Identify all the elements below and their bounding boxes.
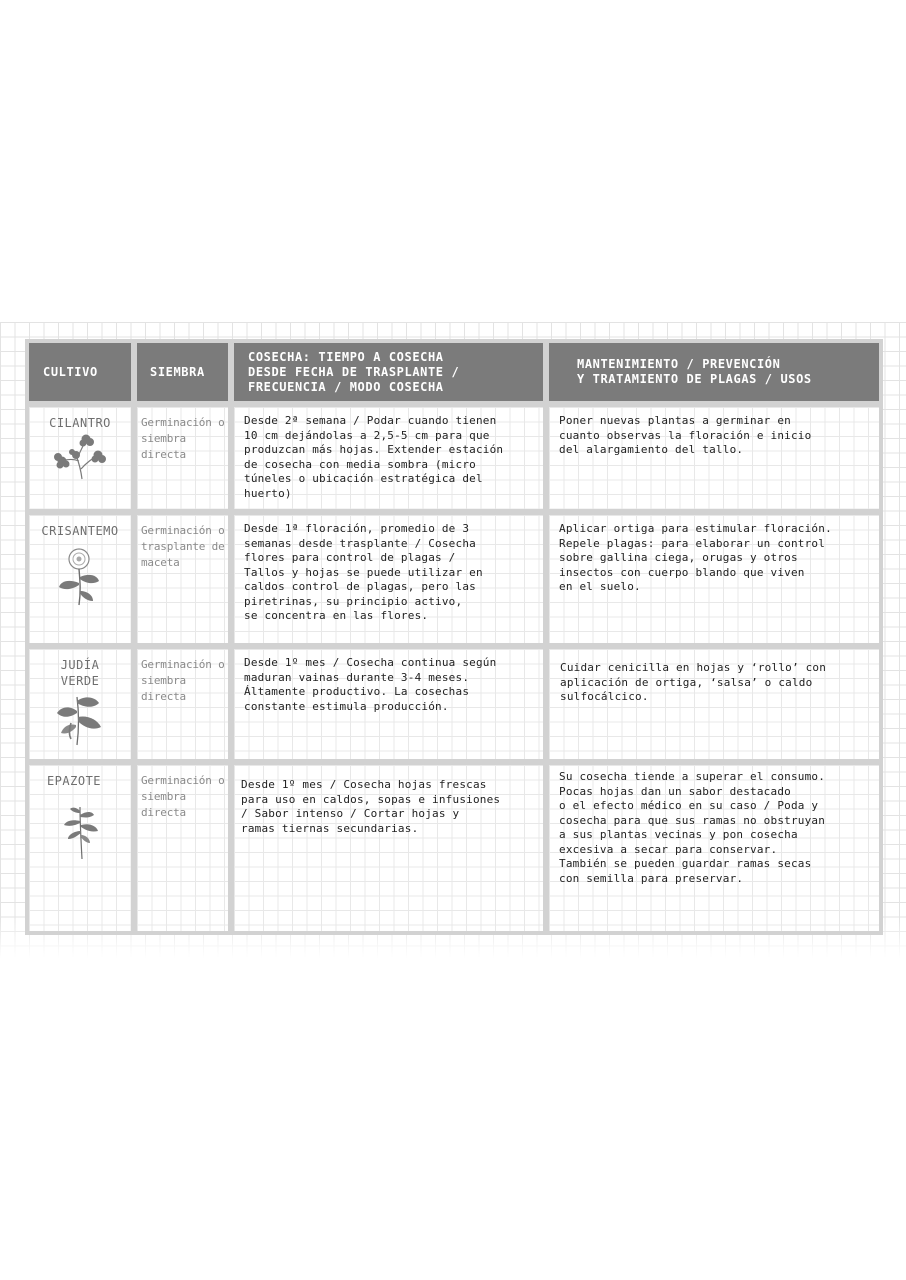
crop-name: JUDÍA VERDE [60,658,100,688]
row-cilantro-siembra [137,407,228,509]
cosecha-text: Desde 2ª semana / Podar cuando tienen 10 cm dejándolas a 2,5-5 cm para que produzcan más hojas. Extender estación de cosecha con media sombra (micro túneles o ubicación estratégica del huerto) [244,414,504,500]
row-epazote-cultivo [29,765,131,931]
row-epazote-siembra [137,765,228,931]
crop-name: CRISANTEMO [41,524,119,538]
header-mantenimiento-label: MANTENIMIENTO / PREVENCIÓN Y TRATAMIENTO DE PLAGAS / USOS [577,357,812,386]
siembra-text: Germinación o trasplante de maceta [141,524,225,569]
mantenimiento-text: Su cosecha tiende a superar el consumo. Pocas hojas dan un sabor destacado o el efecto médico en su caso / Poda y cosecha para que sus ramas no obstruyan a sus plantas vecinas y pon cosecha excesiva a secar para conservar. También se pueden guardar ramas secas con semilla para preservar. [559,770,826,885]
row-cilantro-mantenimiento [549,407,879,509]
row-judia-verde-siembra [137,649,228,759]
bean-plant-icon [55,693,105,747]
cosecha-text: Desde 1º mes / Cosecha continua según maduran vainas durante 3-4 meses. Áltamente productivo. La cosechas constante estimula producción. [244,656,497,713]
row-crisantemo-mantenimiento [549,515,879,643]
siembra-text: Germinación o siembra directa [141,416,225,461]
header-siembra-label: SIEMBRA [150,364,205,379]
row-judia-verde-mantenimiento [549,649,879,759]
siembra-text: Germinación o siembra directa [141,774,225,819]
header-cosecha-label: COSECHA: TIEMPO A COSECHA DESDE FECHA DE TRASPLANTE / FRECUENCIA / MODO COSECHA [248,349,460,394]
row-cilantro-cultivo [29,407,131,509]
header-cultivo-label: CULTIVO [43,364,98,379]
cilantro-plant-icon [52,433,108,481]
row-crisantemo-cultivo [29,515,131,643]
row-epazote-mantenimiento [549,765,879,931]
crop-name: EPAZOTE [46,774,102,788]
siembra-text: Germinación o siembra directa [141,658,225,703]
crop-name: CILANTRO [49,416,111,430]
mantenimiento-text: Aplicar ortiga para estimular floración. Repele plagas: para elaborar un control sobre gallina ciega, orugas y otros insectos con cuerpo blando que viven en el suelo. [559,522,832,593]
header-siembra [137,343,228,401]
cosecha-text: Desde 1ª floración, promedio de 3 semanas desde trasplante / Cosecha flores para control de plagas / Tallos y hojas se puede utilizar en caldos control de plagas, pero las piretrinas, su principio activo, se concentra en las flores. [244,522,483,622]
cosecha-text: Desde 1º mes / Cosecha hojas frescas para uso en caldos, sopas e infusiones / Sabor intenso / Cortar hojas y ramas tiernas secundarias. [241,778,501,835]
row-judia-verde-cultivo [29,649,131,759]
row-judia-verde-cosecha [234,649,543,759]
row-epazote-cosecha [234,765,543,931]
chrysanthemum-flower-icon [55,547,105,607]
header-cultivo [29,343,131,401]
mantenimiento-text: Cuidar cenicilla en hojas y ‘rollo’ con aplicación de ortiga, ‘salsa’ o caldo sulfocálcico. [560,661,827,703]
row-cilantro-cosecha [234,407,543,509]
row-crisantemo-cosecha [234,515,543,643]
epazote-plant-icon [60,805,100,861]
crop-table [25,339,883,935]
header-cosecha [234,343,543,401]
row-crisantemo-siembra [137,515,228,643]
header-mantenimiento [549,343,879,401]
mantenimiento-text: Poner nuevas plantas a germinar en cuanto observas la floración e inicio del alargamiento del tallo. [559,414,812,456]
